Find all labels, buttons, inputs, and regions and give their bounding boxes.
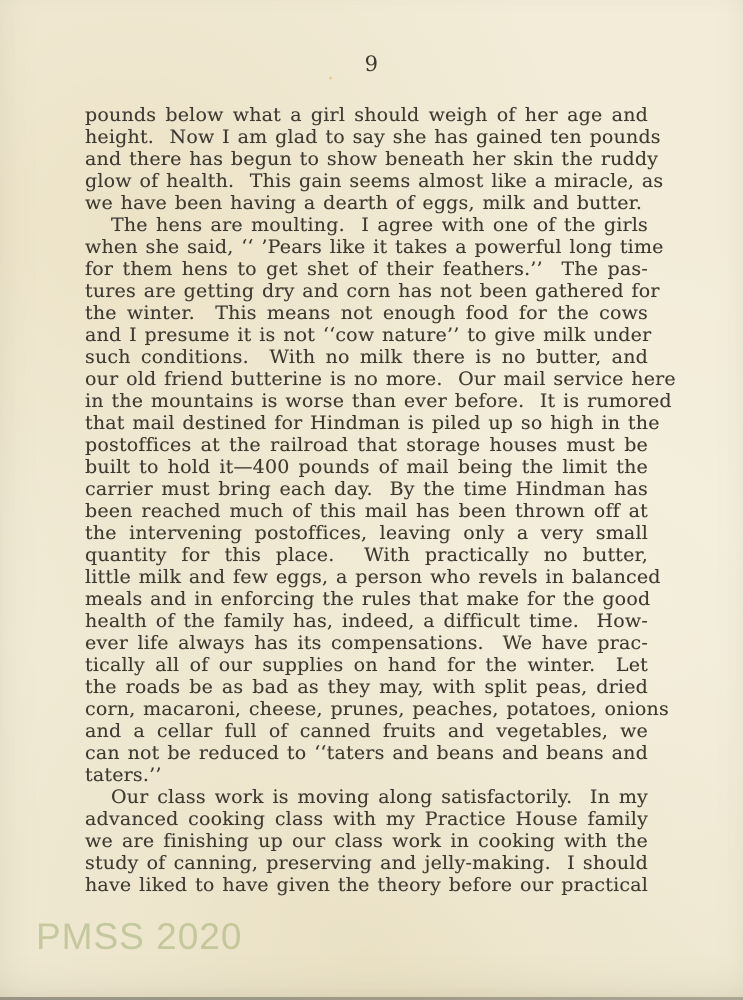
- text-line: and there has begun to show beneath her skin the ruddy: [85, 148, 659, 170]
- text-line: meals and in enforcing the rules that make for the good: [85, 588, 651, 610]
- text-line: for them hens to get shet of their feathers.’’ The pas-: [85, 258, 648, 280]
- text-line: built to hold it—400 pounds of mail being the limit the: [85, 456, 648, 478]
- text-line: we are finishing up our class work in cooking with the: [85, 830, 648, 852]
- text-line: ever life always has its compensations. We have prac-: [85, 632, 648, 654]
- text-line: been reached much of this mail has been thrown off at: [85, 500, 648, 522]
- text-line: study of canning, preserving and jelly-making. I should: [85, 852, 648, 874]
- text-line: have liked to have given the theory before our practical: [85, 874, 648, 896]
- text-line: quantity for this place. With practically no butter,: [85, 544, 648, 566]
- text-line: such conditions. With no milk there is no butter, and: [85, 346, 648, 368]
- text-line: health of the family has, indeed, a difficult time. How-: [85, 610, 648, 632]
- text-line: in the mountains is worse than ever before. It is rumored: [85, 390, 672, 412]
- text-line: tically all of our supplies on hand for the winter. Let: [85, 654, 648, 676]
- text-line: and a cellar full of canned fruits and vegetables, we: [85, 720, 648, 742]
- page-number: 9: [364, 52, 379, 76]
- text-line: taters.’’: [85, 764, 162, 786]
- text-line: we have been having a dearth of eggs, milk and butter.: [85, 192, 643, 214]
- text-line: corn, macaroni, cheese, prunes, peaches, potatoes, onions: [85, 698, 669, 720]
- text-line: the intervening postoffices, leaving only a very small: [85, 522, 648, 544]
- text-line: pounds below what a girl should weigh of her age and: [85, 104, 648, 126]
- text-line: tures are getting dry and corn has not been gathered for: [85, 280, 660, 302]
- text-line: the roads be as bad as they may, with split peas, dried: [85, 676, 648, 698]
- text-line: Our class work is moving along satisfactorily. In my: [111, 786, 648, 808]
- text-line: when she said, ‘‘ ’Pears like it takes a powerful long time: [85, 236, 664, 258]
- text-line: the winter. This means not enough food for the cows: [85, 302, 648, 324]
- text-line: our old friend butterine is no more. Our mail service here: [85, 368, 676, 390]
- text-line: glow of health. This gain seems almost like a miracle, as: [85, 170, 664, 192]
- text-line: that mail destined for Hindman is piled up so high in the: [85, 412, 660, 434]
- text-line: height. Now I am glad to say she has gained ten pounds: [85, 126, 661, 148]
- text-line: can not be reduced to ‘‘taters and beans and beans and: [85, 742, 648, 764]
- text-line: advanced cooking class with my Practice House family: [85, 808, 648, 830]
- text-line: carrier must bring each day. By the time Hindman has: [85, 478, 648, 500]
- archive-watermark: PMSS 2020: [36, 916, 243, 957]
- text-line: The hens are moulting. I agree with one of the girls: [111, 214, 648, 236]
- text-line: postoffices at the railroad that storage houses must be: [85, 434, 648, 456]
- body-text-block: [85, 104, 676, 896]
- text-line: little milk and few eggs, a person who revels in balanced: [85, 566, 661, 588]
- text-line: and I presume it is not ‘‘cow nature’’ to give milk under: [85, 324, 652, 346]
